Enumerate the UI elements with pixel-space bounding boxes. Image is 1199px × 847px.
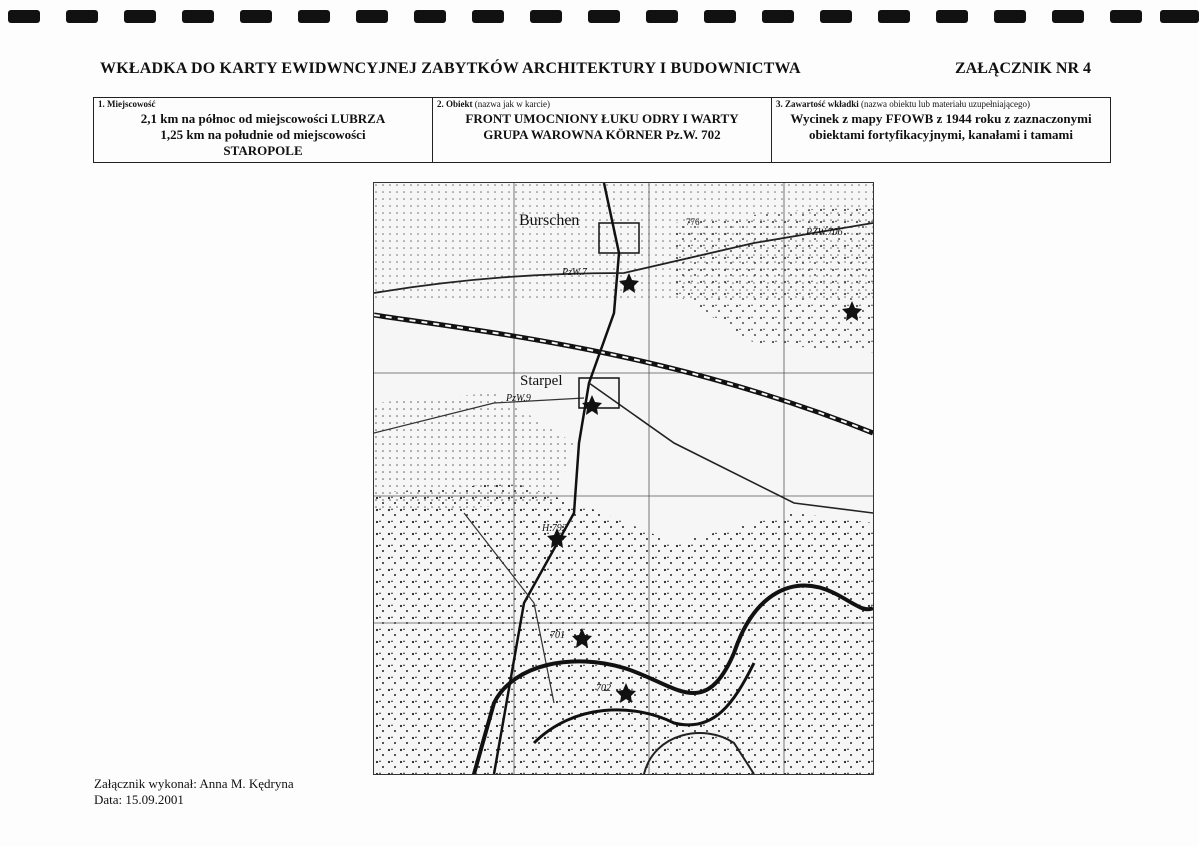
map-label-pzw706: PZW.706 <box>806 227 843 238</box>
location-line-2: 1,25 km na południe od miejscowości <box>160 127 366 142</box>
content-heading-note: (nazwa obiektu lub materiału uzupełniającego) <box>861 99 1030 109</box>
location-heading: 1. Miejscowość <box>98 99 156 109</box>
location-line-1: 2,1 km na północ od miejscowości LUBRZA <box>140 111 386 126</box>
footer-date: Data: 15.09.2001 <box>94 792 184 807</box>
content-line-2: obiektami fortyfikacyjnymi, kanałami i tamami <box>809 127 1073 142</box>
map-label-starpel: Starpel <box>520 373 563 389</box>
map-label-701: 701 <box>550 630 565 641</box>
map-label-702: 702 <box>596 683 611 694</box>
footer-author: Załącznik wykonał: Anna M. Kędryna <box>94 776 294 791</box>
map-label-776: 776 <box>686 217 700 227</box>
object-heading: 2. Obiekt <box>437 99 473 109</box>
object-line-1: FRONT UMOCNIONY ŁUKU ODRY I WARTY <box>465 111 739 126</box>
map-label-h792: H.792 <box>542 523 567 534</box>
info-table <box>93 97 1111 163</box>
object-cell <box>433 98 772 162</box>
location-cell <box>94 98 433 162</box>
annex-number: ZAŁĄCZNIK NR 4 <box>955 60 1092 77</box>
content-heading: 3. Zawartość wkładki <box>776 99 859 109</box>
map-label-pzw7xx: PzW.7 <box>562 267 587 278</box>
content-line-1: Wycinek z mapy FFOWB z 1944 roku z zaznaczonymi <box>790 111 1092 126</box>
content-cell <box>772 98 1110 162</box>
binding-strip <box>0 10 1199 24</box>
map-label-burschen: Burschen <box>519 212 580 229</box>
map-label-pzw-star: PzW.9 <box>506 393 531 404</box>
footer <box>94 776 294 808</box>
map-drawing <box>374 183 873 774</box>
document-title: WKŁADKA DO KARTY EWIDWNCYJNEJ ZABYTKÓW ARCHITEKTURY I BUDOWNICTWA <box>100 60 801 77</box>
location-line-3: STAROPOLE <box>223 143 303 158</box>
map-excerpt <box>373 182 874 775</box>
object-line-2: GRUPA WAROWNA KÖRNER Pz.W. 702 <box>483 127 721 142</box>
object-heading-note: (nazwa jak w karcie) <box>474 99 550 109</box>
